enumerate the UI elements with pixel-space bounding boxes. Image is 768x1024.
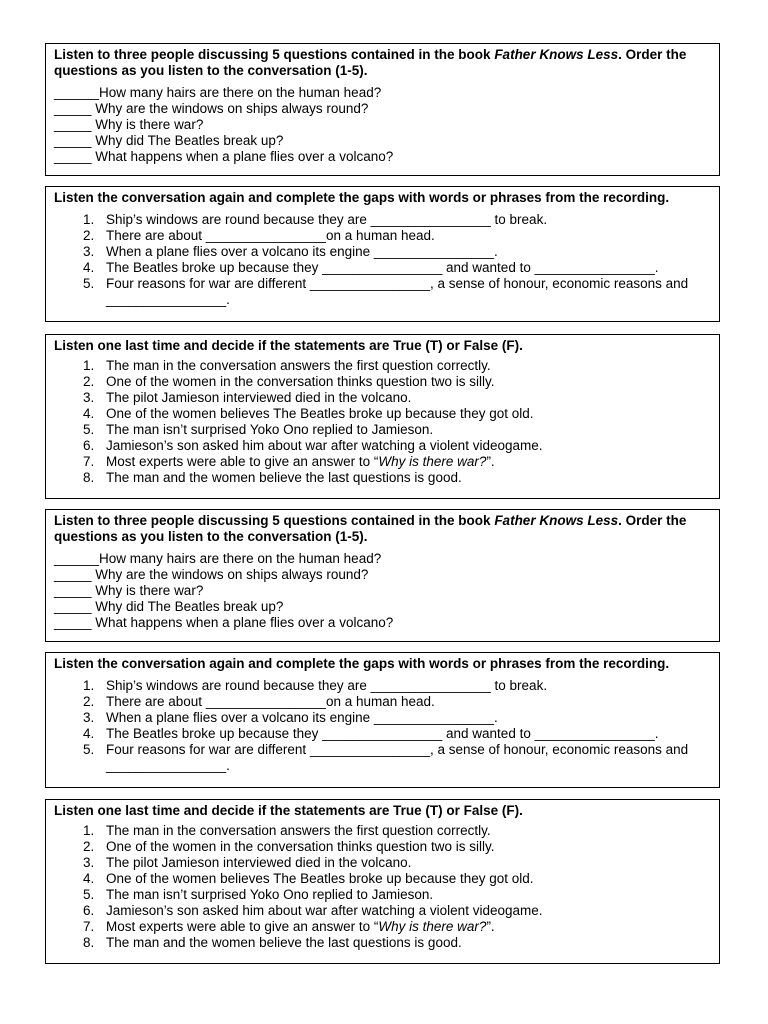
tf-item: 7. Most experts were able to give an answer to “Why is there war?”.	[98, 454, 711, 470]
order-item: _____ Why is there war?	[54, 583, 204, 598]
tf-instruction: Listen one last time and decide if the statements are True (T) or False (F).	[54, 803, 523, 818]
tf-item: 1. The man in the conversation answers the first question correctly.	[98, 823, 711, 839]
gap-item: 5. Four reasons for war are different ________________, a sense of honour, economic reasons and ________________.	[98, 276, 711, 308]
gap-item: 3. When a plane flies over a volcano its engine ________________.	[98, 244, 711, 260]
tf-instruction: Listen one last time and decide if the statements are True (T) or False (F).	[54, 338, 523, 353]
tf-item: 2. One of the women in the conversation thinks question two is silly.	[98, 839, 711, 855]
tf-list	[54, 358, 711, 486]
quoted-question: Why is there war?	[378, 919, 487, 934]
tf-item: 5. The man isn’t surprised Yoko Ono replied to Jamieson.	[98, 422, 711, 438]
tf-item: 7. Most experts were able to give an answer to “Why is there war?”.	[98, 919, 711, 935]
order-questions-box-1	[45, 43, 720, 176]
gap-list	[54, 212, 711, 308]
order-item: _____ Why are the windows on ships always round?	[54, 567, 369, 582]
tf-item: 4. One of the women believes The Beatles broke up because they got old.	[98, 406, 711, 422]
gap-item: 1. Ship’s windows are round because they are ________________ to break.	[98, 678, 711, 694]
gap-fill-box-2	[45, 652, 720, 788]
tf-item: 3. The pilot Jamieson interviewed died in the volcano.	[98, 855, 711, 871]
tf-list	[54, 823, 711, 951]
order-item: _____ Why did The Beatles break up?	[54, 133, 284, 148]
tf-item: 2. One of the women in the conversation thinks question two is silly.	[98, 374, 711, 390]
gap-item: 2. There are about ________________on a human head.	[98, 694, 711, 710]
tf-item: 4. One of the women believes The Beatles broke up because they got old.	[98, 871, 711, 887]
gap-fill-box-1	[45, 186, 720, 322]
order-item: _____ Why did The Beatles break up?	[54, 599, 284, 614]
true-false-box-1	[45, 334, 720, 499]
gap-item: 4. The Beatles broke up because they ________________ and wanted to ________________.	[98, 726, 711, 742]
order-item: _____ Why is there war?	[54, 117, 204, 132]
book-title: Father Knows Less	[494, 513, 619, 528]
quoted-question: Why is there war?	[378, 454, 487, 469]
gap-item: 4. The Beatles broke up because they ________________ and wanted to ________________.	[98, 260, 711, 276]
order-item: ______How many hairs are there on the human head?	[54, 85, 382, 100]
tf-item: 5. The man isn’t surprised Yoko Ono replied to Jamieson.	[98, 887, 711, 903]
tf-item: 8. The man and the women believe the last questions is good.	[98, 470, 711, 486]
order-instruction: Listen to three people discussing 5 questions contained in the book Father Knows Less. Order the questions as you listen to the conversation (1-5).	[54, 513, 687, 544]
order-questions-box-2	[45, 509, 720, 642]
book-title: Father Knows Less	[494, 47, 619, 62]
order-item: _____ What happens when a plane flies over a volcano?	[54, 615, 394, 630]
gap-instruction: Listen the conversation again and complete the gaps with words or phrases from the recording.	[54, 656, 670, 671]
order-item: ______How many hairs are there on the human head?	[54, 551, 382, 566]
gap-item: 2. There are about ________________on a human head.	[98, 228, 711, 244]
tf-item: 3. The pilot Jamieson interviewed died in the volcano.	[98, 390, 711, 406]
tf-item: 6. Jamieson’s son asked him about war after watching a violent videogame.	[98, 438, 711, 454]
true-false-box-2	[45, 799, 720, 964]
gap-item: 5. Four reasons for war are different ________________, a sense of honour, economic reasons and ________________.	[98, 742, 711, 774]
gap-instruction: Listen the conversation again and complete the gaps with words or phrases from the recording.	[54, 190, 670, 205]
order-item: _____ What happens when a plane flies over a volcano?	[54, 149, 394, 164]
tf-item: 1. The man in the conversation answers the first question correctly.	[98, 358, 711, 374]
tf-item: 8. The man and the women believe the last questions is good.	[98, 935, 711, 951]
gap-item: 3. When a plane flies over a volcano its engine ________________.	[98, 710, 711, 726]
gap-list	[54, 678, 711, 774]
tf-item: 6. Jamieson’s son asked him about war after watching a violent videogame.	[98, 903, 711, 919]
gap-item: 1. Ship’s windows are round because they are ________________ to break.	[98, 212, 711, 228]
order-instruction: Listen to three people discussing 5 questions contained in the book Father Knows Less. Order the questions as you listen to the conversation (1-5).	[54, 47, 687, 78]
order-item: _____ Why are the windows on ships always round?	[54, 101, 369, 116]
